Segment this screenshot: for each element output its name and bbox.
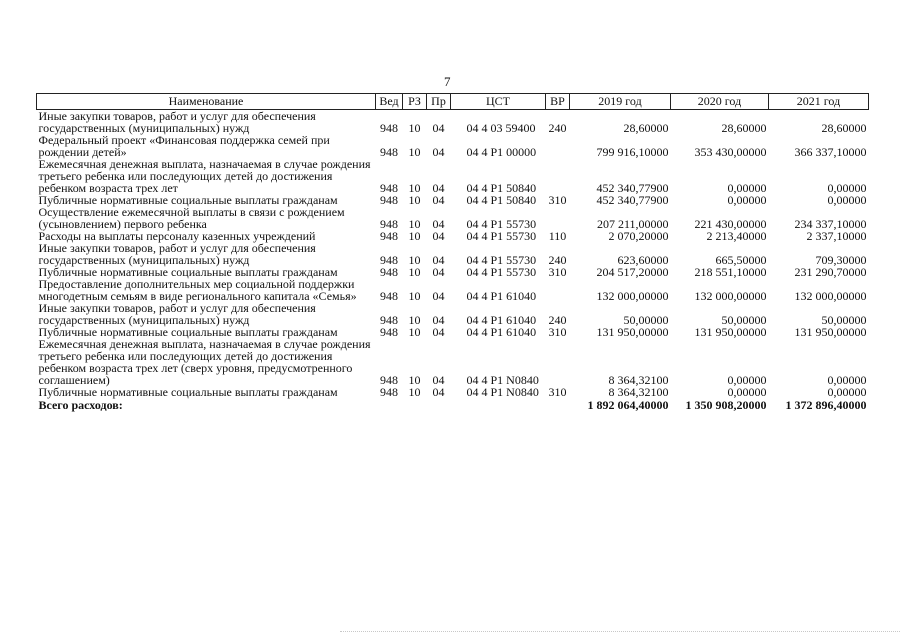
row-pr-cell: 04	[432, 145, 445, 159]
row-2021-cell: 0,00000	[827, 181, 867, 195]
row-vr-cell: 310	[548, 325, 567, 339]
row-2020-cell: 50,00000	[721, 313, 767, 327]
row-name-cell: Ежемесячная денежная выплата, назначаемая в случае рождения третьего ребенка или последующих детей до достижения ребенком возраста трех лет (сверх уровня, предусмотренного соглашением)	[38, 337, 371, 387]
row-2020-cell: 665,50000	[715, 253, 767, 267]
row-ved-cell: 948	[380, 373, 398, 387]
row-vr-cell: 110	[548, 229, 567, 243]
row-vr-cell: 240	[548, 313, 567, 327]
row-rz-cell: 10	[408, 145, 421, 159]
header-name: Наименование	[37, 94, 376, 110]
row-2021-cell: 366 337,10000	[794, 145, 867, 159]
row-pr-cell: 04	[432, 193, 445, 207]
row-cst-cell: 04 4 P1 50840	[466, 181, 537, 195]
total-2019: 1 892 064,40000	[587, 398, 669, 412]
row-2019-cell: 452 340,77900	[596, 193, 669, 207]
row-vr-cell	[546, 134, 570, 158]
row-ved-cell: 948	[380, 265, 398, 279]
table-row	[37, 338, 869, 386]
row-rz-cell: 10	[408, 373, 421, 387]
row-2020-cell: 28,60000	[721, 121, 767, 135]
total-label: Всего расходов:	[38, 398, 123, 412]
row-rz-cell: 10	[408, 313, 421, 327]
row-name-cell: Публичные нормативные социальные выплаты гражданам	[38, 193, 338, 207]
empty-cell	[427, 398, 451, 411]
row-cst-cell: 04 4 P1 61040	[466, 313, 537, 327]
row-name-cell: Ежемесячная денежная выплата, назначаемая в случае рождения третьего ребенка или последующих детей до достижения ребенком возраста трех лет	[38, 157, 371, 195]
row-rz-cell: 10	[408, 121, 421, 135]
row-rz-cell: 10	[408, 193, 421, 207]
row-pr-cell: 04	[432, 229, 445, 243]
row-name-cell: Федеральный проект «Финансовая поддержка семей при рождении детей»	[38, 133, 330, 159]
row-2019-cell: 8 364,32100	[608, 385, 669, 399]
row-2020-cell: 131 950,00000	[694, 325, 767, 339]
table-body	[37, 110, 869, 412]
header-cst: ЦСТ	[451, 94, 546, 110]
row-ved-cell: 948	[380, 121, 398, 135]
row-name-cell: Расходы на выплаты персоналу казенных учреждений	[38, 229, 316, 243]
row-rz-cell: 10	[408, 217, 421, 231]
row-cst-cell: 04 4 P1 50840	[466, 193, 537, 207]
row-2020-cell: 218 551,10000	[694, 265, 767, 279]
row-name-cell: Иные закупки товаров, работ и услуг для обеспечения государственных (муниципальных) нужд	[38, 301, 316, 327]
row-2019-cell: 132 000,00000	[596, 289, 669, 303]
row-2021-cell: 28,60000	[821, 121, 867, 135]
row-2019-cell: 2 070,20000	[608, 229, 669, 243]
empty-cell	[403, 398, 427, 411]
row-2021-cell: 0,00000	[827, 193, 867, 207]
row-2020-cell: 353 430,00000	[694, 145, 767, 159]
row-rz-cell: 10	[408, 289, 421, 303]
row-2020-cell: 0,00000	[727, 181, 767, 195]
row-name-cell: Предоставление дополнительных мер социальной поддержки многодетным семьям в виде регионального капитала «Семья»	[38, 277, 357, 303]
row-name-cell: Публичные нормативные социальные выплаты гражданам	[38, 265, 338, 279]
row-2021-cell: 234 337,10000	[794, 217, 867, 231]
row-2021-cell: 709,30000	[815, 253, 867, 267]
header-rz: РЗ	[403, 94, 427, 110]
header-pr: Пр	[427, 94, 451, 110]
row-2021-cell: 2 337,10000	[806, 229, 867, 243]
row-pr-cell: 04	[432, 289, 445, 303]
empty-cell	[376, 398, 403, 411]
row-pr-cell: 04	[432, 313, 445, 327]
row-rz-cell: 10	[408, 385, 421, 399]
row-vr-cell: 310	[548, 385, 567, 399]
total-row	[37, 398, 869, 411]
row-cst-cell: 04 4 03 59400	[466, 121, 536, 135]
row-ved-cell: 948	[380, 145, 398, 159]
row-name-cell: Иные закупки товаров, работ и услуг для обеспечения государственных (муниципальных) нужд	[38, 109, 316, 135]
row-2020-cell: 221 430,00000	[694, 217, 767, 231]
total-2020: 1 350 908,20000	[685, 398, 767, 412]
row-pr-cell: 04	[432, 325, 445, 339]
row-cst-cell: 04 4 P1 55730	[466, 265, 537, 279]
table-row	[37, 278, 869, 302]
row-2021-cell: 231 290,70000	[794, 265, 867, 279]
row-pr-cell: 04	[432, 121, 445, 135]
row-2021-cell: 131 950,00000	[794, 325, 867, 339]
expenditure-table	[36, 93, 869, 411]
row-2019-cell: 28,60000	[623, 121, 669, 135]
scan-artifact-line	[340, 631, 900, 634]
row-ved-cell: 948	[380, 253, 398, 267]
row-rz-cell: 10	[408, 181, 421, 195]
row-2021-cell: 0,00000	[827, 385, 867, 399]
row-cst-cell: 04 4 P1 61040	[466, 289, 537, 303]
row-name-cell: Публичные нормативные социальные выплаты гражданам	[38, 325, 338, 339]
row-pr-cell: 04	[432, 217, 445, 231]
row-2019-cell: 131 950,00000	[596, 325, 669, 339]
header-vr: ВР	[546, 94, 570, 110]
row-pr-cell: 04	[432, 385, 445, 399]
row-ved-cell: 948	[380, 229, 398, 243]
empty-cell	[546, 398, 570, 411]
row-2020-cell: 0,00000	[727, 193, 767, 207]
table-row	[37, 242, 869, 266]
row-cst-cell: 04 4 P1 N0840	[466, 385, 539, 399]
header-ved: Вед	[376, 94, 403, 110]
header-2020: 2020 год	[671, 94, 769, 110]
header-2019: 2019 год	[570, 94, 671, 110]
table-row	[37, 386, 869, 398]
row-2019-cell: 8 364,32100	[608, 373, 669, 387]
table-header-row	[37, 94, 869, 110]
row-2019-cell: 452 340,77900	[596, 181, 669, 195]
row-pr-cell: 04	[432, 253, 445, 267]
row-2019-cell: 623,60000	[617, 253, 669, 267]
row-cst-cell: 04 4 P1 N0840	[466, 373, 539, 387]
row-pr-cell: 04	[432, 181, 445, 195]
page-number: 7	[444, 74, 451, 89]
row-pr-cell: 04	[432, 265, 445, 279]
row-vr-cell: 240	[548, 253, 567, 267]
row-vr-cell: 310	[548, 265, 567, 279]
total-2021: 1 372 896,40000	[785, 398, 867, 412]
row-2021-cell: 0,00000	[827, 373, 867, 387]
empty-cell	[451, 398, 546, 411]
row-2020-cell: 0,00000	[727, 373, 767, 387]
row-vr-cell	[546, 206, 570, 230]
row-2020-cell: 0,00000	[727, 385, 767, 399]
row-2020-cell: 132 000,00000	[694, 289, 767, 303]
header-2021: 2021 год	[769, 94, 869, 110]
row-2021-cell: 50,00000	[821, 313, 867, 327]
table-row	[37, 302, 869, 326]
row-ved-cell: 948	[380, 385, 398, 399]
row-ved-cell: 948	[380, 313, 398, 327]
row-2019-cell: 799 916,10000	[596, 145, 669, 159]
table-row	[37, 206, 869, 230]
row-name-cell: Осуществление ежемесячной выплаты в связи с рождением (усыновлением) первого ребенка	[38, 205, 345, 231]
row-rz-cell: 10	[408, 229, 421, 243]
row-ved-cell: 948	[380, 217, 398, 231]
row-rz-cell: 10	[408, 265, 421, 279]
row-ved-cell: 948	[380, 289, 398, 303]
row-2021-cell: 132 000,00000	[794, 289, 867, 303]
row-name-cell: Иные закупки товаров, работ и услуг для обеспечения государственных (муниципальных) нужд	[38, 241, 316, 267]
row-cst-cell: 04 4 P1 55730	[466, 217, 537, 231]
table-row	[37, 134, 869, 158]
row-2019-cell: 207 211,00000	[596, 217, 669, 231]
row-cst-cell: 04 4 P1 00000	[466, 145, 537, 159]
table-row	[37, 158, 869, 194]
row-vr-cell	[546, 158, 570, 194]
row-ved-cell: 948	[380, 193, 398, 207]
row-name-cell: Публичные нормативные социальные выплаты гражданам	[38, 385, 338, 399]
row-rz-cell: 10	[408, 253, 421, 267]
row-vr-cell: 310	[548, 193, 567, 207]
row-cst-cell: 04 4 P1 55730	[466, 253, 537, 267]
row-2020-cell: 2 213,40000	[706, 229, 767, 243]
row-2019-cell: 50,00000	[623, 313, 669, 327]
row-vr-cell	[546, 278, 570, 302]
row-cst-cell: 04 4 P1 61040	[466, 325, 537, 339]
row-vr-cell: 240	[548, 121, 567, 135]
row-2019-cell: 204 517,20000	[596, 265, 669, 279]
row-vr-cell	[546, 338, 570, 386]
row-rz-cell: 10	[408, 325, 421, 339]
row-ved-cell: 948	[380, 325, 398, 339]
row-ved-cell: 948	[380, 181, 398, 195]
table-row	[37, 110, 869, 135]
row-cst-cell: 04 4 P1 55730	[466, 229, 537, 243]
row-pr-cell: 04	[432, 373, 445, 387]
